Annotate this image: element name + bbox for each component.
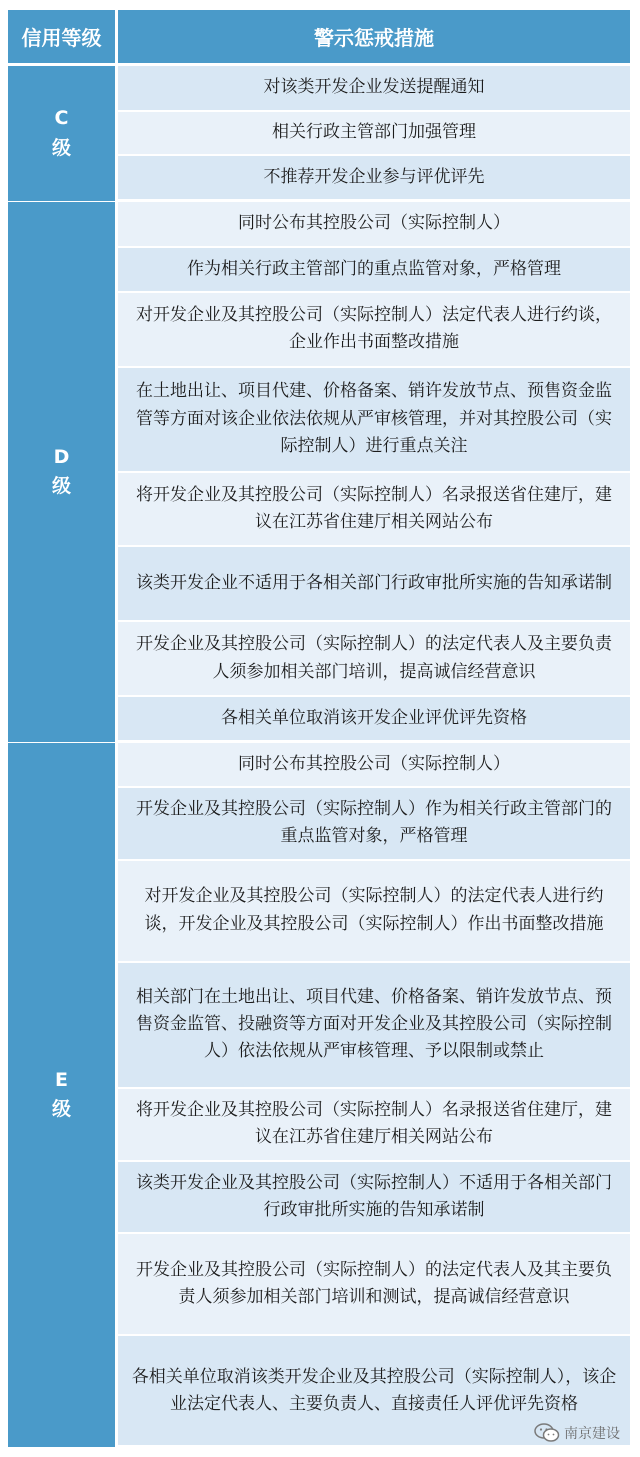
watermark-text: 南京建设 xyxy=(564,1426,620,1442)
measure-text: 该类开发企业不适用于各相关部门行政审批所实施的告知承诺制 xyxy=(136,573,612,594)
measure-row xyxy=(118,1089,630,1162)
grade-word: 级 xyxy=(51,475,71,497)
measures-group-c xyxy=(118,65,630,201)
header-grade: 信用等级 xyxy=(8,10,118,65)
measure-text: 作为相关行政主管部门的重点监管对象，严格管理 xyxy=(187,258,561,279)
measure-row xyxy=(118,1234,630,1336)
measure-row xyxy=(118,697,630,742)
measure-text: 各相关单位取消该类开发企业及其控股公司（实际控制人），该企业法定代表人、主要负责人、直接责任人评优评先资格 xyxy=(131,1366,617,1414)
measure-text: 在土地出让、项目代建、价格备案、销许发放节点、预售资金监管等方面对该企业依法依规从严审核管理，并对其控股公司（实际控制人）进行重点关注 xyxy=(136,381,612,456)
measure-row xyxy=(118,248,630,293)
credit-penalty-table xyxy=(8,10,630,1447)
measure-row xyxy=(118,1162,630,1235)
measure-text: 开发企业及其控股公司（实际控制人）作为相关行政主管部门的重点监管对象，严格管理 xyxy=(136,798,612,847)
measure-row xyxy=(118,861,630,963)
measure-text: 同时公布其控股公司（实际控制人） xyxy=(238,213,510,234)
measure-row xyxy=(118,473,630,548)
measure-row xyxy=(118,788,630,861)
grade-letter: E xyxy=(55,1068,68,1091)
watermark xyxy=(534,1423,620,1443)
grade-word: 级 xyxy=(51,1098,71,1120)
measures-group-d xyxy=(118,201,630,742)
measure-text: 对该类开发企业发送提醒通知 xyxy=(263,77,485,98)
measure-text: 相关部门在土地出让、项目代建、价格备案、销许发放节点、预售资金监管、投融资等方面对开发企业及其控股公司（实际控制人）依法依规从严审核管理、予以限制或禁止 xyxy=(136,986,612,1062)
wechat-icon xyxy=(534,1423,560,1443)
grade-letter: D xyxy=(53,445,70,468)
measure-text: 对开发企业及其控股公司（实际控制人）法定代表人进行约谈，企业作出书面整改措施 xyxy=(136,305,612,353)
measure-row xyxy=(118,202,630,248)
measure-text: 开发企业及其控股公司（实际控制人）的法定代表人及其主要负责人须参加相关部门培训和测试，提高诚信经营意识 xyxy=(136,1260,612,1308)
measure-row xyxy=(118,66,630,112)
measure-row xyxy=(118,368,630,473)
measures-group-e xyxy=(118,742,630,1447)
measure-text: 对开发企业及其控股公司（实际控制人）的法定代表人进行约谈，开发企业及其控股公司（实际控制人）作出书面整改措施 xyxy=(144,886,604,934)
measure-row xyxy=(118,963,630,1089)
measure-text: 同时公布其控股公司（实际控制人） xyxy=(238,753,510,774)
measure-row xyxy=(118,156,630,201)
measure-text: 将开发企业及其控股公司（实际控制人）名录报送省住建厅，建议在江苏省住建厅相关网站公布 xyxy=(136,1099,612,1148)
grade-cell-c xyxy=(8,65,118,201)
measure-row xyxy=(118,293,630,368)
measure-row xyxy=(118,112,630,157)
measure-row xyxy=(118,622,630,697)
grade-cell-e xyxy=(8,742,118,1447)
grade-cell-d xyxy=(8,201,118,742)
measure-text: 将开发企业及其控股公司（实际控制人）名录报送省住建厅，建议在江苏省住建厅相关网站公布 xyxy=(136,484,612,532)
header-measures: 警示惩戒措施 xyxy=(118,10,630,65)
measure-text: 各相关单位取消该开发企业评优评先资格 xyxy=(221,707,527,728)
measure-text: 不推荐开发企业参与评优评先 xyxy=(263,167,485,188)
measure-row xyxy=(118,743,630,788)
grade-word: 级 xyxy=(51,136,71,159)
grade-letter: C xyxy=(54,107,69,130)
measure-text: 该类开发企业及其控股公司（实际控制人）不适用于各相关部门行政审批所实施的告知承诺制 xyxy=(136,1172,612,1220)
measure-text: 开发企业及其控股公司（实际控制人）的法定代表人及主要负责人须参加相关部门培训，提高诚信经营意识 xyxy=(136,634,612,682)
measure-text: 相关行政主管部门加强管理 xyxy=(272,122,476,143)
measure-row xyxy=(118,547,630,622)
